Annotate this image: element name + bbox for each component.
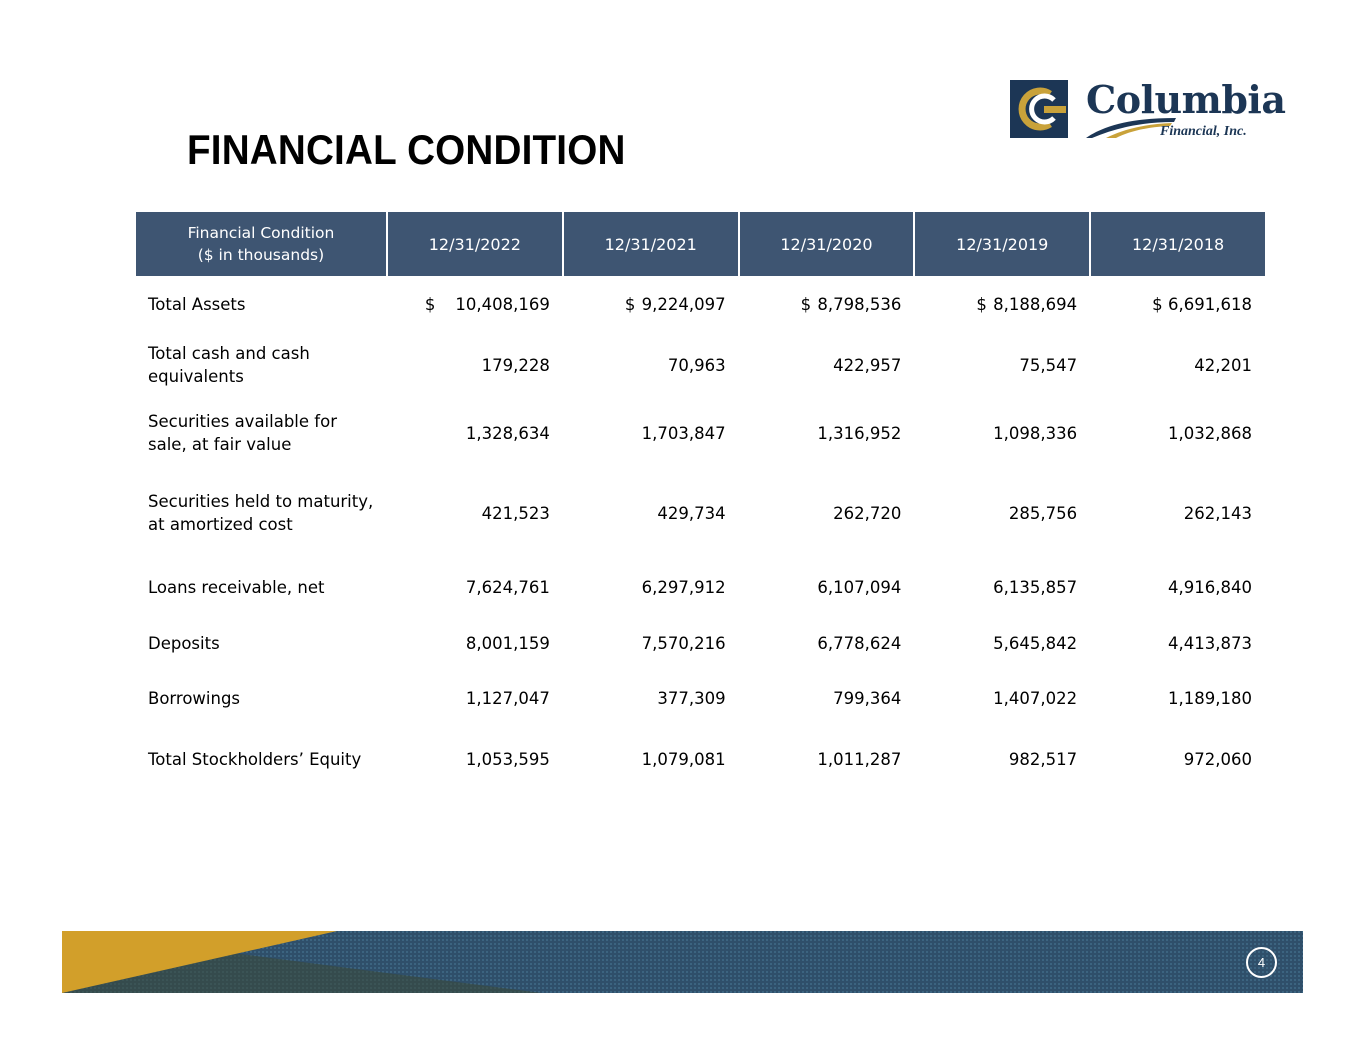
cell-value: 6,778,624 <box>817 633 902 653</box>
cell-value: 421,523 <box>481 503 550 523</box>
table-row-securities-afs <box>136 398 1265 468</box>
cell-value: 1,127,047 <box>465 688 550 708</box>
financial-condition-table <box>136 212 1265 792</box>
cell-value: 799,364 <box>833 688 902 708</box>
table-row-loans <box>136 558 1265 616</box>
cell-value: 8,001,159 <box>465 633 550 653</box>
currency-symbol: $ <box>800 294 812 314</box>
cell-value: 1,011,287 <box>817 749 902 769</box>
cell-value: 1,328,634 <box>465 423 550 443</box>
table-row-borrowings <box>136 670 1265 726</box>
header-date-2019: 12/31/2019 <box>914 212 1090 276</box>
cell-value: 5,645,842 <box>993 633 1078 653</box>
currency-symbol: $ <box>624 294 636 314</box>
row-label: Securities available for sale, at fair value <box>148 412 337 454</box>
cell-value: $ 6,691,618 <box>1090 276 1265 332</box>
cell-value: $ 8,798,536 <box>739 276 915 332</box>
currency-symbol: $ <box>424 294 436 314</box>
header-date-2018: 12/31/2018 <box>1090 212 1265 276</box>
cell-value: 262,143 <box>1183 503 1252 523</box>
table-row-equity <box>136 726 1265 792</box>
cell-value: 1,703,847 <box>641 423 726 443</box>
row-label: Deposits <box>148 633 220 653</box>
cell-value: 70,963 <box>667 355 726 375</box>
row-label: Loans receivable, net <box>148 577 325 597</box>
header-date-2021: 12/31/2021 <box>563 212 739 276</box>
cell-value: 6,297,912 <box>641 577 726 597</box>
cell-value: 1,098,336 <box>993 423 1078 443</box>
cell-value: 285,756 <box>1008 503 1078 523</box>
cell-value: 179,228 <box>481 355 550 375</box>
cell-value: 982,517 <box>1008 749 1078 769</box>
page-title: FINANCIAL CONDITION <box>187 126 626 173</box>
currency-symbol: $ <box>1152 294 1163 314</box>
header-label-cell <box>136 212 387 276</box>
logo-name: Columbia <box>1086 77 1286 122</box>
cell-value: 4,916,840 <box>1168 577 1252 597</box>
header-label-line1: Financial Condition <box>187 224 335 242</box>
cell-value: 377,309 <box>657 688 726 708</box>
table-row-total-assets <box>136 276 1265 332</box>
cell-value: 1,079,081 <box>641 749 726 769</box>
header-date-2020: 12/31/2020 <box>739 212 915 276</box>
logo <box>1010 77 1286 140</box>
cell-value: 262,720 <box>833 503 902 523</box>
cell-value: 1,316,952 <box>817 423 902 443</box>
cell-value: $ 10,408,169 <box>387 276 563 332</box>
cell-value: 422,957 <box>833 355 902 375</box>
cell-value: 972,060 <box>1183 749 1252 769</box>
row-label: Total Stockholders’ Equity <box>148 749 362 769</box>
cell-value: $ 9,224,097 <box>563 276 739 332</box>
currency-symbol: $ <box>976 294 987 314</box>
logo-subtitle: Financial, Inc. <box>1160 124 1247 139</box>
cell-value: 1,032,868 <box>1168 423 1252 443</box>
cell-value: $ 8,188,694 <box>914 276 1090 332</box>
table-row-securities-htm <box>136 468 1265 558</box>
cell-value: 42,201 <box>1194 355 1252 375</box>
row-label: Securities held to maturity, at amortized cost <box>148 492 374 534</box>
header-date-2022: 12/31/2022 <box>387 212 563 276</box>
cell-value: 6,135,857 <box>993 577 1078 597</box>
row-label: Borrowings <box>148 688 241 708</box>
table-header-row <box>136 212 1265 276</box>
cell-value: 7,624,761 <box>465 577 550 597</box>
cell-value: 6,107,094 <box>817 577 902 597</box>
header-label-line2: ($ in thousands) <box>197 246 325 264</box>
columbia-logo-icon <box>1010 80 1068 138</box>
table-row-deposits <box>136 616 1265 670</box>
row-label: Total cash and cash equivalents <box>148 344 310 386</box>
cell-value: 1,189,180 <box>1168 688 1252 708</box>
cell-value: 4,413,873 <box>1168 633 1252 653</box>
cell-value: 429,734 <box>657 503 726 523</box>
footer-banner <box>62 931 1303 993</box>
row-label: Total Assets <box>148 294 246 314</box>
cell-value: 1,053,595 <box>465 749 550 769</box>
page-number: 4 <box>1246 947 1277 978</box>
cell-value: 75,547 <box>1019 355 1078 375</box>
cell-value: 7,570,216 <box>641 633 726 653</box>
table-row-cash <box>136 332 1265 398</box>
cell-value: 1,407,022 <box>993 688 1078 708</box>
